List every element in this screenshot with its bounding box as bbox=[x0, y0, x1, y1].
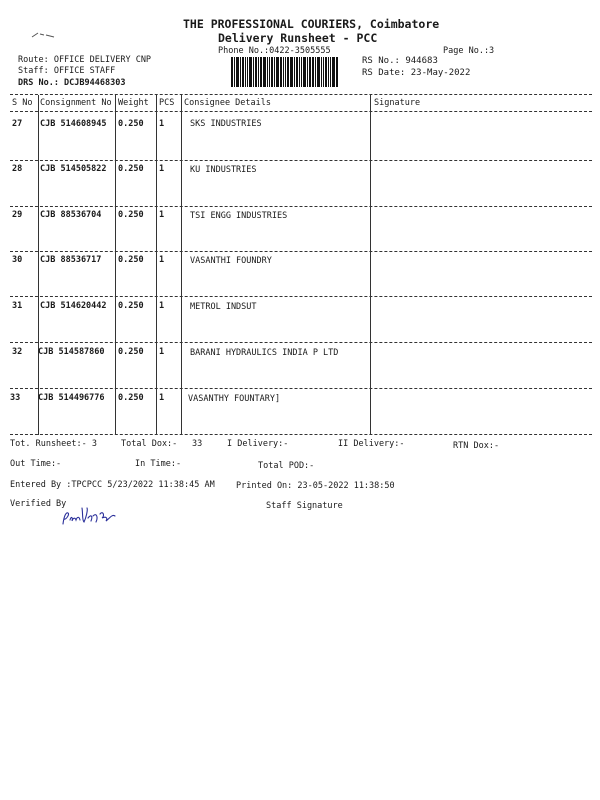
col-header-consignment: Consignment No bbox=[40, 98, 112, 108]
handwritten-signature bbox=[60, 504, 118, 528]
drs-number: DRS No.: DCJB94468303 bbox=[18, 78, 126, 88]
row-weight: 0.250 bbox=[118, 210, 144, 220]
row-weight: 0.250 bbox=[118, 347, 144, 357]
rtn-dox: RTN Dox:- bbox=[453, 441, 500, 451]
col-divider bbox=[156, 95, 157, 435]
total-dox-value: 33 bbox=[192, 439, 203, 449]
row-pcs: 1 bbox=[159, 393, 165, 403]
row-sno: 27 bbox=[12, 119, 23, 129]
verified-by: Verified By bbox=[10, 499, 67, 509]
row-sno: 29 bbox=[12, 210, 23, 220]
table-top-rule bbox=[10, 94, 592, 95]
row-pcs: 1 bbox=[159, 210, 165, 220]
row-sno: 32 bbox=[12, 347, 23, 357]
col-divider bbox=[370, 95, 371, 435]
header-bottom-rule bbox=[10, 111, 592, 112]
col-divider bbox=[115, 95, 116, 435]
phone-number: Phone No.:0422-3505555 bbox=[218, 46, 331, 56]
row-separator bbox=[10, 206, 592, 207]
row-consignee: VASANTHI FOUNDRY bbox=[190, 256, 272, 266]
i-delivery: I Delivery:- bbox=[227, 439, 289, 449]
logo-mark bbox=[30, 30, 58, 40]
col-header-sno: S No bbox=[12, 98, 33, 108]
in-time: In Time:- bbox=[135, 459, 182, 469]
row-weight: 0.250 bbox=[118, 119, 144, 129]
total-dox-label: Total Dox:- bbox=[121, 439, 178, 449]
row-sno: 31 bbox=[12, 301, 23, 311]
rs-number: RS No.: 944683 bbox=[362, 56, 438, 66]
row-pcs: 1 bbox=[159, 164, 165, 174]
total-pod: Total POD:- bbox=[258, 461, 315, 471]
row-consignee: METROL INDSUT bbox=[190, 302, 257, 312]
row-pcs: 1 bbox=[159, 255, 165, 265]
row-consignee: TSI ENGG INDUSTRIES bbox=[190, 211, 288, 221]
row-consignment: CJB 514620442 bbox=[40, 301, 107, 311]
company-title: THE PROFESSIONAL COURIERS, Coimbatore bbox=[183, 17, 440, 31]
col-header-consignee: Consignee Details bbox=[184, 98, 271, 108]
row-separator bbox=[10, 160, 592, 161]
row-weight: 0.250 bbox=[118, 393, 144, 403]
row-separator bbox=[10, 296, 592, 297]
row-separator bbox=[10, 251, 592, 252]
row-consignment: CJB 88536717 bbox=[40, 255, 102, 265]
route-label: Route: OFFICE DELIVERY CNP bbox=[18, 55, 152, 65]
rs-date: RS Date: 23-May-2022 bbox=[362, 68, 471, 78]
col-header-weight: Weight bbox=[118, 98, 149, 108]
staff-label: Staff: OFFICE STAFF bbox=[18, 66, 116, 76]
row-weight: 0.250 bbox=[118, 255, 144, 265]
row-weight: 0.250 bbox=[118, 301, 144, 311]
col-divider bbox=[38, 95, 39, 435]
printed-on: Printed On: 23-05-2022 11:38:50 bbox=[236, 481, 395, 491]
row-weight: 0.250 bbox=[118, 164, 144, 174]
document-title: Delivery Runsheet - PCC bbox=[218, 31, 378, 45]
ii-delivery: II Delivery:- bbox=[338, 439, 405, 449]
col-header-pcs: PCS bbox=[159, 98, 175, 108]
row-consignment: CJB 88536704 bbox=[40, 210, 102, 220]
row-consignment: CJB 514496776 bbox=[38, 393, 105, 403]
row-consignment: CJB 514587860 bbox=[38, 347, 105, 357]
out-time: Out Time:- bbox=[10, 459, 62, 469]
staff-signature: Staff Signature bbox=[266, 501, 343, 511]
row-consignment: CJB 514505822 bbox=[40, 164, 107, 174]
row-consignee: KU INDUSTRIES bbox=[190, 165, 257, 175]
col-header-signature: Signature bbox=[374, 98, 421, 108]
row-separator bbox=[10, 388, 592, 389]
entered-by: Entered By :TPCPCC 5/23/2022 11:38:45 AM bbox=[10, 480, 215, 490]
row-separator bbox=[10, 342, 592, 343]
row-consignee: SKS INDUSTRIES bbox=[190, 119, 262, 129]
row-sno: 33 bbox=[10, 393, 21, 403]
tot-runsheet: Tot. Runsheet:- 3 bbox=[10, 439, 97, 449]
page-number: Page No.:3 bbox=[443, 46, 495, 56]
row-pcs: 1 bbox=[159, 119, 165, 129]
row-consignee: BARANI HYDRAULICS INDIA P LTD bbox=[190, 348, 339, 358]
row-pcs: 1 bbox=[159, 301, 165, 311]
row-sno: 30 bbox=[12, 255, 23, 265]
row-sno: 28 bbox=[12, 164, 23, 174]
row-consignee: VASANTHY FOUNTARY] bbox=[188, 394, 281, 404]
row-consignment: CJB 514608945 bbox=[40, 119, 107, 129]
table-bottom-rule bbox=[10, 434, 592, 435]
row-pcs: 1 bbox=[159, 347, 165, 357]
col-divider bbox=[181, 95, 182, 435]
barcode-icon bbox=[231, 57, 355, 87]
